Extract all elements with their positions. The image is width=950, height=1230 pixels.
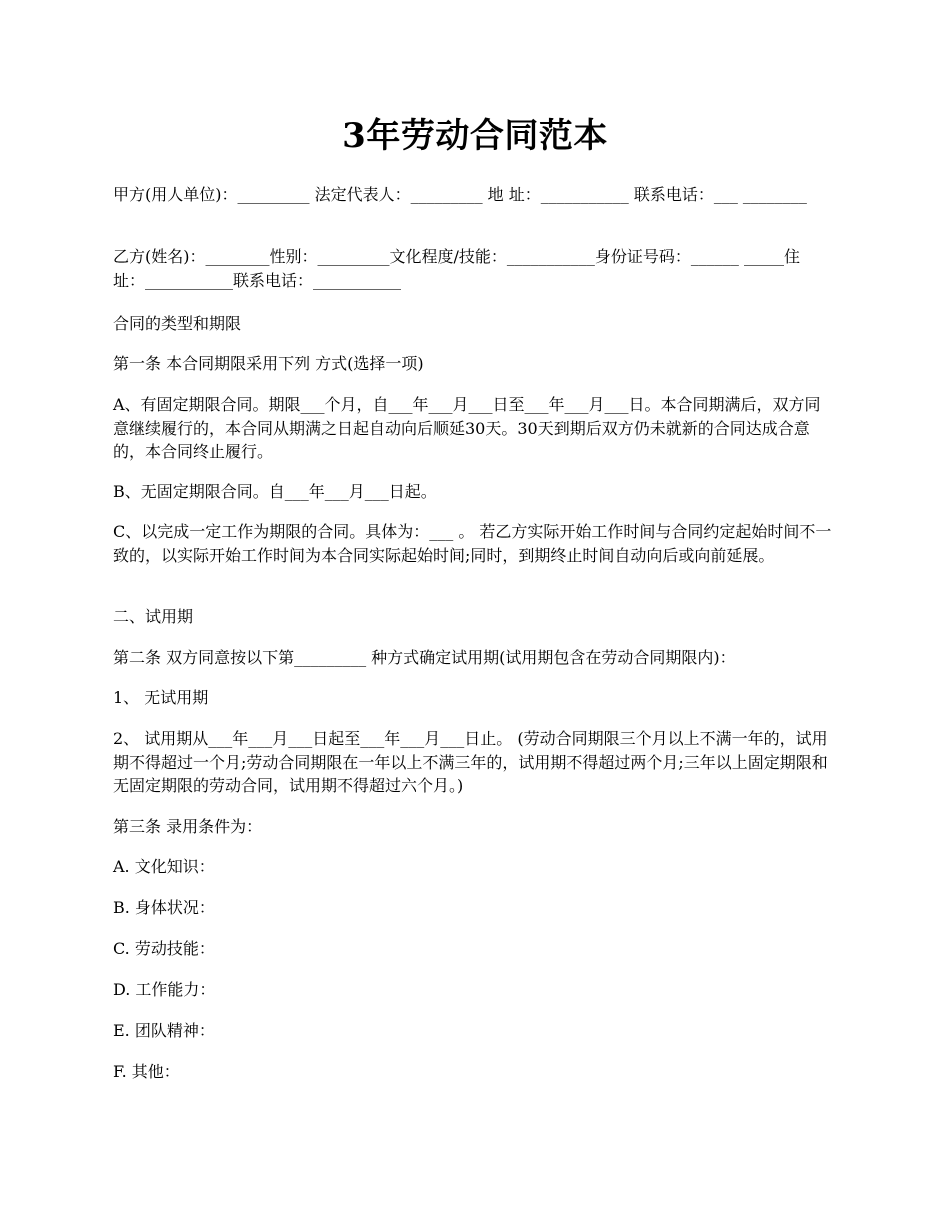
option-a-fixed-term: A、有固定期限合同。期限___个月，自___年___月___日至___年___月___日。本合同期满后，双方同意继续履行的，本合同从期满之日起自动向后顺延30天。30天到期后双方仍未就新的合同达成合意的，本合同终止履行。 bbox=[113, 395, 821, 461]
condition-f: F. 其他： bbox=[113, 1062, 180, 1081]
section-heading-probation: 二、试用期 bbox=[113, 607, 194, 626]
option-b-open-ended: B、无固定期限合同。自___年___月___日起。 bbox=[113, 482, 437, 501]
party-a-info: 甲方(用人单位)：_________ 法定代表人：_________ 地 址：___________ 联系电话：___ ________ bbox=[113, 185, 807, 204]
condition-c: C. 劳动技能： bbox=[113, 939, 215, 958]
document-title: 3年劳动合同范本 bbox=[342, 116, 608, 156]
probation-option-2: 2、 试用期从___年___月___日起至___年___月___日止。 (劳动合同期限三个月以上不满一年的，试用期不得超过一个月;劳动合同期限在一年以上不满三年的，试用期不得超过两个月;三年以上固定期限和无固定期限的劳动合同，试用期不得超过六个月。) bbox=[113, 729, 828, 795]
condition-b: B. 身体状况： bbox=[113, 898, 215, 917]
condition-d: D. 工作能力： bbox=[113, 980, 216, 999]
article-2: 第二条 双方同意按以下第_________ 种方式确定试用期(试用期包含在劳动合同期限内)： bbox=[113, 648, 736, 667]
party-b-info: 乙方(姓名)：________性别：_________文化程度/技能：___________身份证号码：______ _____住 址：___________联系电话：___________ bbox=[113, 247, 800, 290]
probation-option-1: 1、 无试用期 bbox=[113, 688, 209, 707]
article-1: 第一条 本合同期限采用下列 方式(选择一项) bbox=[113, 354, 424, 373]
article-3: 第三条 录用条件为： bbox=[113, 817, 263, 836]
condition-e: E. 团队精神： bbox=[113, 1021, 215, 1040]
condition-a: A. 文化知识： bbox=[113, 857, 215, 876]
option-c-task-based: C、以完成一定工作为期限的合同。具体为：___ 。 若乙方实际开始工作时间与合同约定起始时间不一致的，以实际开始工作时间为本合同实际起始时间;同时，到期终止时间自动向后或向前延展。 bbox=[113, 522, 832, 565]
section-heading-contract-type: 合同的类型和期限 bbox=[113, 314, 242, 333]
